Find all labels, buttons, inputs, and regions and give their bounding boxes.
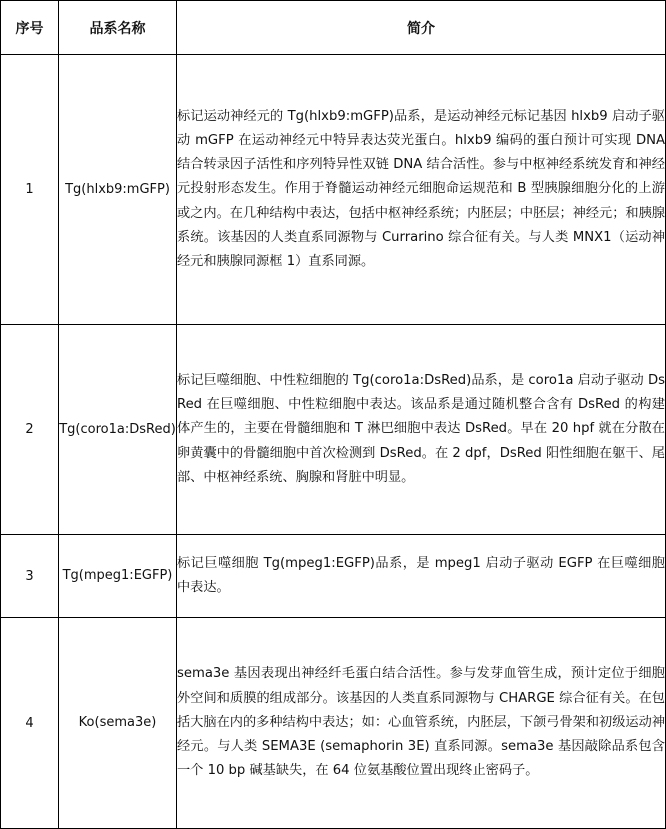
table-row xyxy=(1,325,666,535)
table-row xyxy=(1,535,666,618)
table-row xyxy=(1,55,666,325)
table-row xyxy=(1,618,666,829)
strain-description: sema3e 基因表现出神经纤毛蛋白结合活性。参与发芽血管生成，预计定位于细胞外空间和质膜的组成部分。该基因的人类直系同源物与 CHARGE 综合征有关。在包括大脑在内的多种结构中表达；如：心血管系统，内胚层，下颌弓骨架和初级运动神经元。与人类 SEMA3E (semaphorin 3E) 直系同源。sema3e 基因敲除品系包含一个 10 bp 碱基缺失，在 64 位氨基酸位置出现终止密码子。 xyxy=(177,618,666,829)
strain-name: Ko(sema3e) xyxy=(59,618,177,829)
header-row xyxy=(1,1,666,55)
header-name: 品系名称 xyxy=(59,1,177,55)
strain-description: 标记运动神经元的 Tg(hlxb9:mGFP)品系，是运动神经元标记基因 hlxb9 启动子驱动 mGFP 在运动神经元中特异表达荧光蛋白。hlxb9 编码的蛋白预计可实现 DNA 结合转录因子活性和序列特异性双链 DNA 结合活性。参与中枢神经系统发育和神经元投射形态发生。作用于脊髓运动神经元细胞命运规范和 B 型胰腺细胞分化的上游或之内。在几种结构中表达，包括中枢神经系统；内胚层；中胚层；神经元；和胰腺系统。该基因的人类直系同源物与 Currarino 综合征有关。与人类 MNX1（运动神经元和胰腺同源框 1）直系同源。 xyxy=(177,55,666,325)
row-index: 2 xyxy=(1,325,59,535)
header-description: 简介 xyxy=(177,1,666,55)
row-index: 4 xyxy=(1,618,59,829)
strain-name: Tg(mpeg1:EGFP) xyxy=(59,535,177,618)
row-index: 3 xyxy=(1,535,59,618)
strain-description: 标记巨噬细胞、中性粒细胞的 Tg(coro1a:DsRed)品系，是 coro1a 启动子驱动 DsRed 在巨噬细胞、中性粒细胞中表达。该品系是通过随机整合含有 DsRed 的构建体产生的，主要在骨髓细胞和 T 淋巴细胞中表达 DsRed。早在 20 hpf 就在分散在卵黄囊中的骨髓细胞中首次检测到 DsRed。在 2 dpf，DsRed 阳性细胞在躯干、尾部、中枢神经系统、胸腺和肾脏中明显。 xyxy=(177,325,666,535)
strain-name: Tg(hlxb9:mGFP) xyxy=(59,55,177,325)
strain-description: 标记巨噬细胞 Tg(mpeg1:EGFP)品系，是 mpeg1 启动子驱动 EGFP 在巨噬细胞中表达。 xyxy=(177,535,666,618)
row-index: 1 xyxy=(1,55,59,325)
header-index: 序号 xyxy=(1,1,59,55)
strain-name: Tg(coro1a:DsRed) xyxy=(59,325,177,535)
